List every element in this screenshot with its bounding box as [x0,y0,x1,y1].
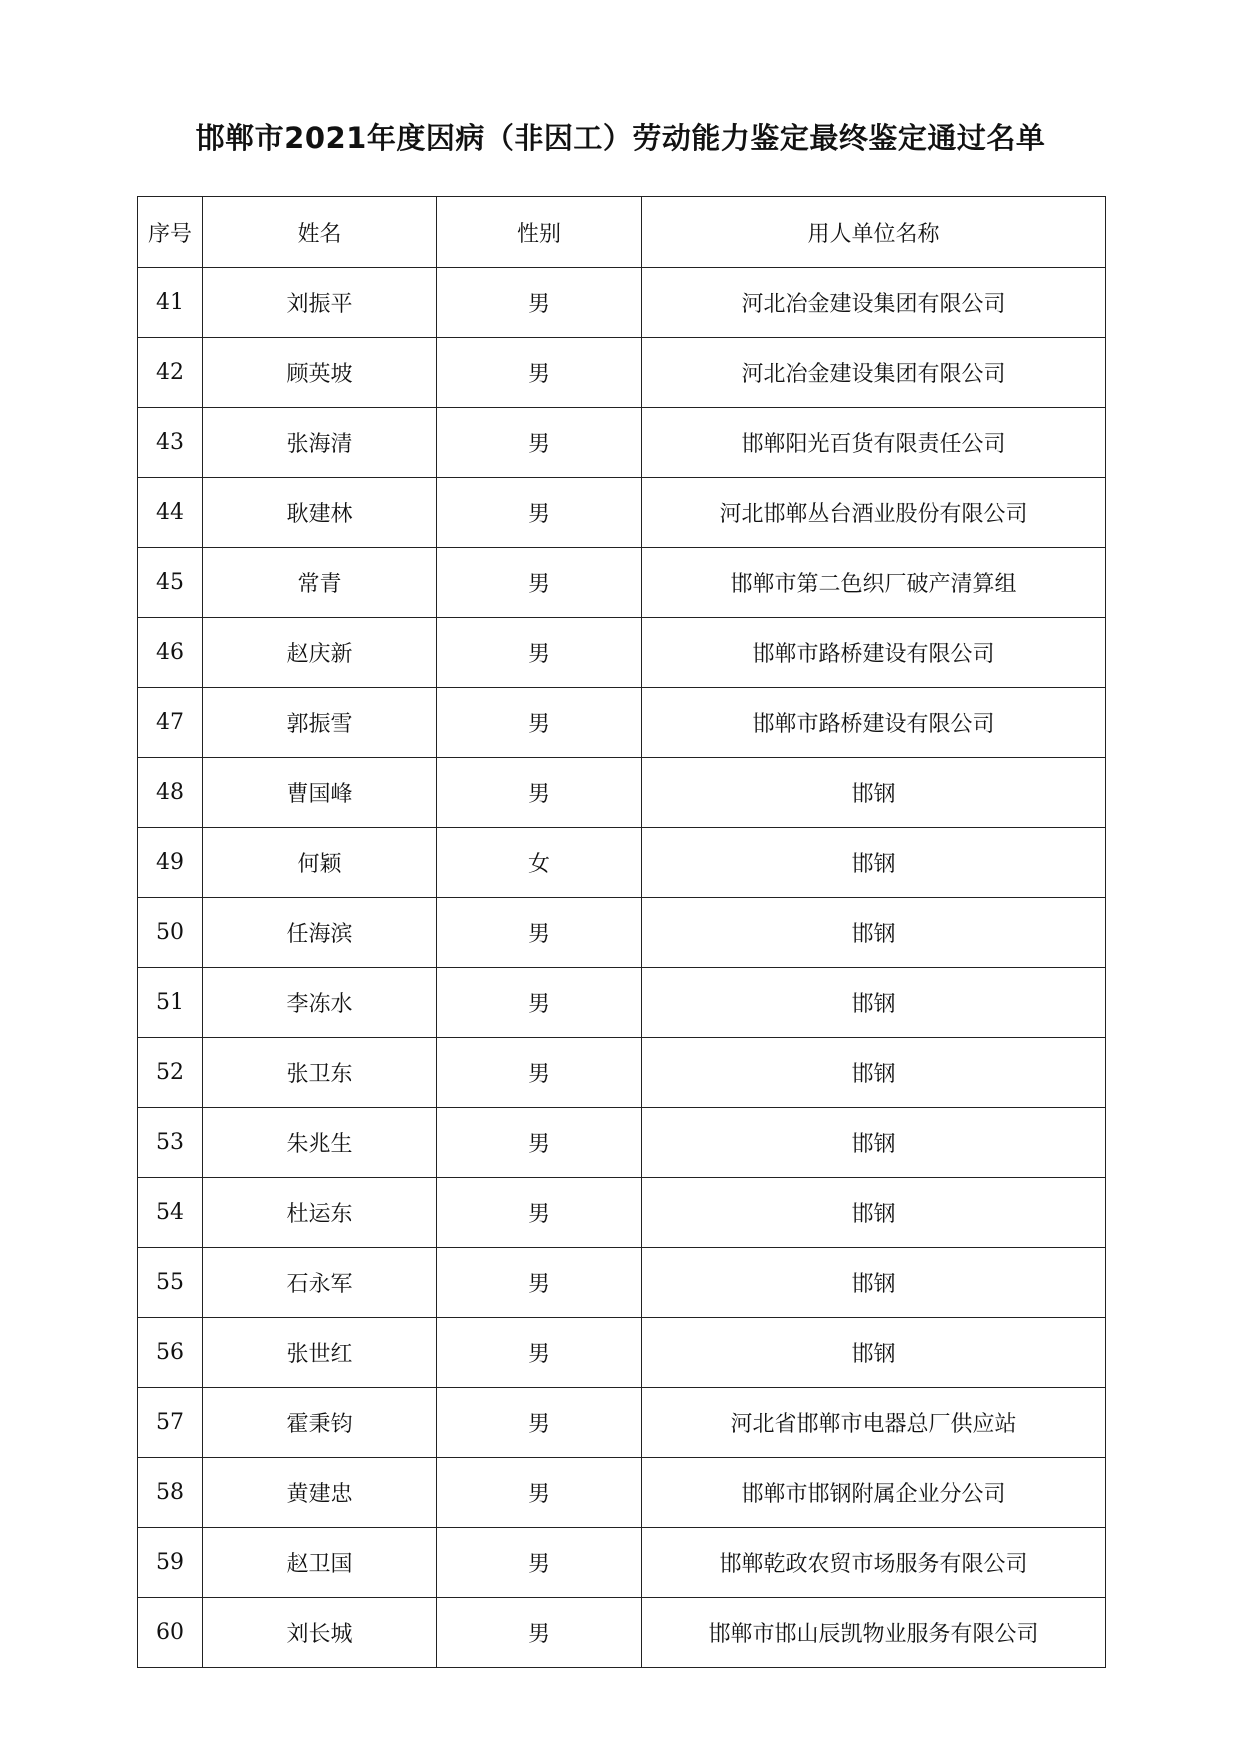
cell-employer: 河北冶金建设集团有限公司 [642,268,1106,338]
cell-name: 黄建忠 [203,1458,437,1528]
cell-serial-number: 42 [138,338,203,408]
table-row [138,478,1106,548]
cell-gender: 男 [437,968,642,1038]
cell-employer: 邯郸市第二色织厂破产清算组 [642,548,1106,618]
cell-serial-number: 60 [138,1598,203,1668]
approval-list-table [137,196,1106,1668]
cell-gender: 男 [437,1108,642,1178]
cell-name: 郭振雪 [203,688,437,758]
header-serial-number: 序号 [138,197,203,268]
cell-employer: 邯钢 [642,898,1106,968]
cell-serial-number: 48 [138,758,203,828]
cell-employer: 河北冶金建设集团有限公司 [642,338,1106,408]
cell-serial-number: 56 [138,1318,203,1388]
cell-serial-number: 54 [138,1178,203,1248]
cell-serial-number: 53 [138,1108,203,1178]
cell-employer: 邯钢 [642,828,1106,898]
cell-gender: 男 [437,1458,642,1528]
cell-gender: 男 [437,478,642,548]
cell-employer: 邯钢 [642,1038,1106,1108]
cell-name: 张卫东 [203,1038,437,1108]
cell-name: 刘长城 [203,1598,437,1668]
cell-gender: 男 [437,548,642,618]
cell-name: 顾英坡 [203,338,437,408]
cell-name: 张世红 [203,1318,437,1388]
cell-serial-number: 43 [138,408,203,478]
cell-serial-number: 47 [138,688,203,758]
table-row [138,758,1106,828]
cell-name: 赵卫国 [203,1528,437,1598]
cell-name: 曹国峰 [203,758,437,828]
cell-employer: 邯郸市路桥建设有限公司 [642,618,1106,688]
cell-name: 赵庆新 [203,618,437,688]
cell-employer: 邯钢 [642,1248,1106,1318]
table-row [138,1108,1106,1178]
cell-gender: 男 [437,1388,642,1458]
cell-employer: 邯钢 [642,1178,1106,1248]
cell-name: 任海滨 [203,898,437,968]
table-row [138,828,1106,898]
cell-gender: 男 [437,618,642,688]
table-row [138,408,1106,478]
cell-gender: 男 [437,1528,642,1598]
table-row [138,1318,1106,1388]
cell-name: 霍秉钧 [203,1388,437,1458]
cell-gender: 男 [437,1598,642,1668]
table-row [138,1458,1106,1528]
cell-name: 常青 [203,548,437,618]
table-row [138,548,1106,618]
cell-employer: 邯郸乾政农贸市场服务有限公司 [642,1528,1106,1598]
cell-serial-number: 55 [138,1248,203,1318]
cell-serial-number: 45 [138,548,203,618]
cell-employer: 邯郸市路桥建设有限公司 [642,688,1106,758]
cell-name: 张海清 [203,408,437,478]
table-row [138,1528,1106,1598]
cell-serial-number: 41 [138,268,203,338]
document-title: 邯郸市2021年度因病（非因工）劳动能力鉴定最终鉴定通过名单 [195,121,1046,155]
cell-employer: 河北省邯郸市电器总厂供应站 [642,1388,1106,1458]
table-row [138,338,1106,408]
cell-name: 石永军 [203,1248,437,1318]
cell-employer: 河北邯郸丛台酒业股份有限公司 [642,478,1106,548]
table-row [138,898,1106,968]
cell-serial-number: 52 [138,1038,203,1108]
cell-gender: 男 [437,688,642,758]
table-row [138,688,1106,758]
cell-serial-number: 57 [138,1388,203,1458]
cell-name: 杜运东 [203,1178,437,1248]
table-row [138,1178,1106,1248]
header-name: 姓名 [203,197,437,268]
header-employer: 用人单位名称 [642,197,1106,268]
table-row [138,968,1106,1038]
cell-gender: 男 [437,1248,642,1318]
cell-gender: 男 [437,1318,642,1388]
cell-employer: 邯钢 [642,1108,1106,1178]
cell-serial-number: 46 [138,618,203,688]
cell-gender: 男 [437,758,642,828]
table-row [138,1038,1106,1108]
cell-gender: 男 [437,1178,642,1248]
cell-name: 刘振平 [203,268,437,338]
header-gender: 性别 [437,197,642,268]
cell-gender: 男 [437,898,642,968]
table-row [138,268,1106,338]
cell-gender: 男 [437,1038,642,1108]
cell-serial-number: 59 [138,1528,203,1598]
cell-serial-number: 49 [138,828,203,898]
cell-employer: 邯钢 [642,758,1106,828]
cell-employer: 邯郸阳光百货有限责任公司 [642,408,1106,478]
cell-serial-number: 58 [138,1458,203,1528]
cell-serial-number: 51 [138,968,203,1038]
cell-gender: 男 [437,408,642,478]
cell-employer: 邯钢 [642,1318,1106,1388]
table-row [138,1598,1106,1668]
cell-name: 朱兆生 [203,1108,437,1178]
cell-serial-number: 50 [138,898,203,968]
cell-name: 李冻水 [203,968,437,1038]
cell-gender: 男 [437,268,642,338]
cell-employer: 邯郸市邯山辰凯物业服务有限公司 [642,1598,1106,1668]
cell-employer: 邯钢 [642,968,1106,1038]
table-row [138,1388,1106,1458]
table-row [138,618,1106,688]
cell-employer: 邯郸市邯钢附属企业分公司 [642,1458,1106,1528]
cell-gender: 男 [437,338,642,408]
cell-serial-number: 44 [138,478,203,548]
table-row [138,1248,1106,1318]
cell-gender: 女 [437,828,642,898]
cell-name: 耿建林 [203,478,437,548]
cell-name: 何颖 [203,828,437,898]
table-header-row [138,197,1106,268]
